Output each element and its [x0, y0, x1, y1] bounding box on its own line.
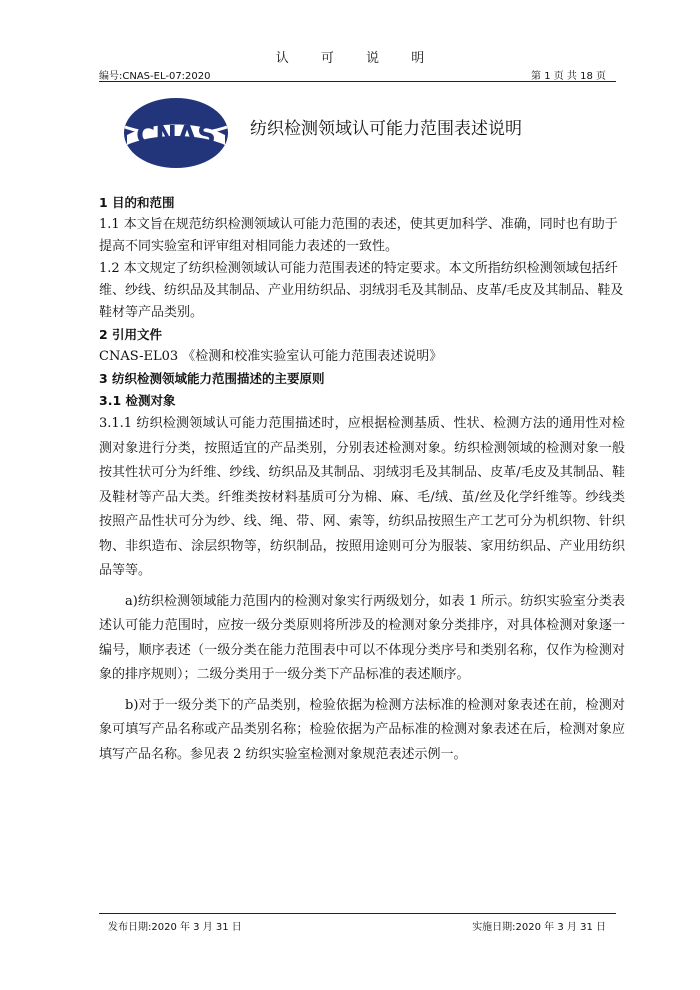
- section-2-heading: 2 引用文件: [99, 327, 163, 342]
- section-1-heading: 1 目的和范围: [99, 195, 175, 210]
- paragraph-3-1-1-a: a)纺织检测领域能力范围内的检测对象实行两级划分，如表 1 所示。纺织实验室分类表述认可能力范围时，应按一级分类原则将所涉及的检测对象分类排序，对具体检测对象逐一编号，顺序表述（一级分类在能力范围表中可以不体现分类序号和类别名称，仅作为检测对象的排序规则）；二级分类用于一级分类下产品标准的表述顺序。: [99, 593, 625, 682]
- logo-text: CNAS: [136, 121, 216, 151]
- section-3-heading: 3 纺织检测领域能力范围描述的主要原则: [99, 371, 325, 386]
- referenced-document: CNAS-EL03 《检测和校准实验室认可能力范围表述说明》: [99, 349, 443, 364]
- document-body: [99, 192, 625, 767]
- cnas-logo: [123, 97, 229, 169]
- issue-date: 发布日期:2020 年 3 月 31 日: [108, 922, 242, 933]
- paragraph-3-1-1: 3.1.1 纺织检测领域认可能力范围描述时，应根据检测基质、性状、检测方法的通用性对检测对象进行分类，按照适宜的产品类别，分别表述检测对象。纺织检测领域的检测对象一般按其性状可分为纤维、纱线、纺织品及其制品、羽绒羽毛及其制品、皮革/毛皮及其制品、鞋及鞋材等产品大类。纤维类按材料基质可分为棉、麻、毛/绒、茧/丝及化学纤维等。纱线类按照产品性状可分为纱、线、绳、带、网、索等，纺织品按照生产工艺可分为机织物、针织物、非织造布、涂层织物等，纺织制品，按照用途则可分为服装、家用纺织品、产业用纺织品等等。: [99, 416, 625, 578]
- document-code: 编号:CNAS-EL-07:2020: [99, 71, 211, 82]
- header-divider: [99, 81, 616, 82]
- header-title: 认 可 说 明: [275, 51, 439, 66]
- footer-divider: [99, 913, 616, 914]
- effective-date: 实施日期:2020 年 3 月 31 日: [472, 922, 606, 933]
- paragraph-3-1-1-b: b)对于一级分类下的产品类别，检验依据为检测方法标准的检测对象表述在前，检测对象可填写产品名称或产品类别名称；检验依据为产品标准的检测对象表述在后，检测对象应填写产品名称。参见表 2 纺织实验室检测对象规范表述示例一。: [99, 697, 625, 762]
- document-title: 纺织检测领域认可能力范围表述说明: [250, 119, 522, 139]
- paragraph-1-1: 1.1 本文旨在规范纺织检测领域认可能力范围的表述，使其更加科学、准确，同时也有助于提高不同实验室和评审组对相同能力表述的一致性。: [99, 217, 618, 254]
- section-3-1-heading: 3.1 检测对象: [99, 393, 176, 408]
- page-number: 第 1 页 共 18 页: [531, 71, 606, 82]
- paragraph-1-2: 1.2 本文规定了纺织检测领域认可能力范围表述的特定要求。本文所指纺织检测领域包括纤维、纱线、纺织品及其制品、产业用纺织品、羽绒羽毛及其制品、皮革/毛皮及其制品、鞋及鞋材等产品类别。: [99, 261, 624, 320]
